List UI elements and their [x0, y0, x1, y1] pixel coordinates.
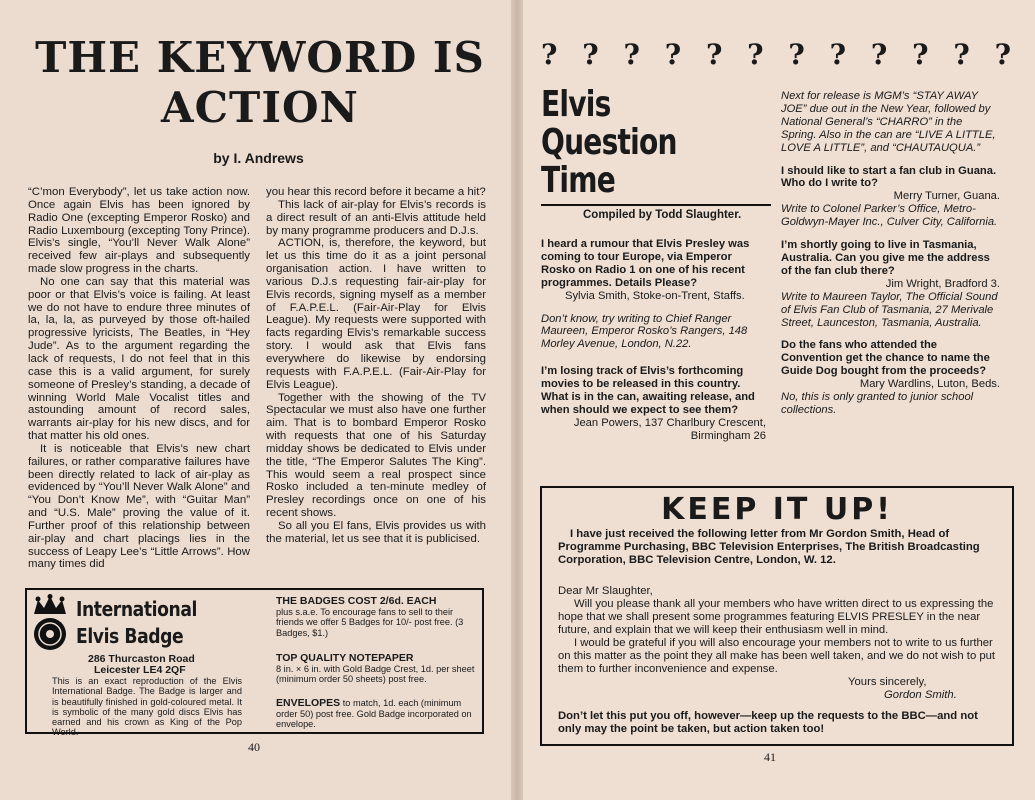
ad-envelopes-section	[276, 698, 476, 730]
question-mark: ?	[541, 38, 558, 71]
left-page	[0, 0, 517, 800]
paragraph: So all you El fans, Elvis provides us with the material, let us see that it is publicised.	[266, 519, 486, 545]
questioner: Sylvia Smith, Stoke-on-Trent, Staffs.	[565, 289, 745, 302]
ad-address-line2: Leicester LE4 2QF	[94, 664, 186, 676]
answer: Write to Colonel Parker’s Office, Metro-Goldwyn-Mayer Inc., Culver City, California.	[781, 203, 998, 229]
questioner: Jim Wright, Bradford 3.	[885, 277, 1000, 290]
paragraph: Together with the showing of the TV Spectacular we must also have one further aim. That is to bombard Emperor Rosko with requests that one of his Saturday midday shows be dedicated to Elvis under the title, “The Emperor Salutes The King”. This would seem a real prospect since Rosko included a ten-minute medley of Presley recordings once on one of his recent shows.	[266, 391, 486, 520]
article-title-line2: ACTION	[161, 83, 359, 132]
keep-it-up-footer: Don’t let this put you off, however—keep up the requests to the BBC—and not only may the point be taken, but action taken too!	[558, 710, 978, 735]
article-column-1	[28, 186, 250, 571]
questioner: Merry Turner, Guana.	[893, 190, 1000, 203]
question: I’m shortly going to live in Tasmania, Australia. Can you give me the address of the fan club there?	[781, 239, 990, 277]
question-mark: ?	[870, 38, 888, 71]
ad-notepaper-section	[276, 653, 476, 685]
letter-closing: Yours sincerely,	[848, 676, 927, 688]
paragraph: This lack of air-play for Elvis’s records is a direct result of an anti-Elvis attitude held by many programme producers and D.J.s.	[266, 198, 486, 237]
ad-title-line1: International	[76, 597, 197, 621]
question-mark: ?	[705, 38, 723, 71]
letter-signature: Gordon Smith.	[884, 689, 957, 701]
page-gutter	[511, 0, 523, 800]
title-line2: Question	[541, 122, 677, 163]
question-marks-row	[541, 38, 1011, 71]
question-mark: ?	[582, 38, 599, 71]
title-line1: Elvis	[541, 84, 611, 125]
question-mark: ?	[747, 38, 764, 71]
question: I heard a rumour that Elvis Presley was coming to tour Europe, via Emperor Rosko on Radio 1 on one of his recent programmes. Details Please?	[541, 238, 750, 289]
question-time-title	[541, 86, 677, 200]
question: I’m losing track of Elvis’s forthcoming movies to be released in this country. What is in the can, awaiting release, and when should we expect to see them?	[541, 365, 755, 416]
answer: Don’t know, try writing to Chief Ranger Maureen, Emperor Rosko’s Rangers, 148 Morley Avenue, London, N.22.	[541, 312, 748, 351]
question-mark: ?	[994, 38, 1011, 71]
question-mark: ?	[829, 38, 847, 71]
crown-badge-icon	[30, 594, 70, 654]
ad-envelopes-heading: ENVELOPES	[276, 697, 341, 709]
paragraph: ACTION, is, therefore, the keyword, but let us this time do it as a joint personal organisation action. I have written to various D.J.s requesting fair-air-play for Elvis records, signing myself as a member of F.A.P.E.L. (Fair-Air-Play for Elvis League). My requests were supported with facts regarding Elvis’s remarkable success story. I would ask that Elvis fans everywhere do likewise by endorsing requests with F.A.P.E.L. (Fair-Air-Play for Elvis League).	[266, 237, 486, 391]
ad-badges-section	[276, 596, 476, 638]
keep-it-up-intro: I have just received the following letter from Mr Gordon Smith, Head of Programme Purchasing, BBC Television Enterprises, The British Broadcasting Corporation, BBC Television Centre, London, W. 12.	[558, 528, 980, 566]
title-line3: Time	[541, 160, 615, 201]
page-number-right: 41	[764, 750, 776, 764]
question-mark: ?	[953, 38, 970, 71]
article-title-line1: THE KEYWORD IS	[35, 33, 485, 82]
ad-address	[88, 654, 195, 676]
ad-address-line1: 286 Thurcaston Road	[88, 653, 195, 665]
letter-paragraph: Will you please thank all your members who have written direct to us expressing the hope that we shall present some programmes featuring ELVIS PRESLEY in the near future, and explain that we will keep their enthusiasm well in mind.	[558, 598, 994, 636]
ad-envelopes-text: to match, 1d. each (minimum order 50) post free. Gold Badge incorporated on envelope.	[276, 698, 472, 730]
question: Do the fans who attended the Convention get the chance to name the Guide Dog bought from the proceeds?	[781, 339, 990, 378]
answer: Write to Maureen Taylor, The Official Sound of Elvis Fan Club of Tasmania, 27 Merivale Street, Launceston, Tasmania, Australia.	[781, 290, 998, 329]
paragraph: you hear this record before it became a hit?	[266, 186, 486, 198]
article-column-2	[266, 186, 486, 546]
byline: by I. Andrews	[213, 150, 304, 166]
keep-it-up-title: KEEP IT UP!	[661, 492, 893, 527]
paragraph: No one can say that this material was poor or that Elvis’s voice is failing. At least we do not have to endure three minutes of la, la, la, as purveyed by those oft-hailed progressive lyricists, The Beatles, in “Hey Jude”. As to the argument regarding the lack of requests, I do not feel that in this case this is a valid argument, for surely someone of Presley’s standing, a decade of winning World Male Vocalist titles and astounding amount of record sales, warrants air-play for his new discs, and for that matter his old ones.	[28, 275, 250, 443]
paragraph: It is noticeable that Elvis’s new chart failures, or rather comparative failures have been directly related to lack of air-play as evidenced by “You’ll Never Walk Alone” and “You Don’t Know Me”, with “Guitar Man” and “U.S. Male” proving the value of it. Further proof of this relationship between air-play and chart placings lies in the success of Leapy Lee’s “Little Arrows”. How many times did	[28, 442, 250, 571]
answer: No, this is only granted to junior school collections.	[781, 391, 974, 416]
compiled-by: Compiled by Todd Slaughter.	[583, 209, 742, 221]
question-mark: ?	[623, 38, 640, 71]
qa-column-right	[781, 90, 1000, 417]
answer: Next for release is MGM’s “STAY AWAY JOE” due out in the New Year, followed by National General’s “CHARRO” in the Spring. Also in the can are “LIVE A LITTLE, LOVE A LITTLE”, and “CHAUTAUQUA.”	[781, 90, 996, 154]
ad-badges-heading: THE BADGES COST 2/6d. EACH	[276, 595, 437, 607]
questioner: Mary Wardlins, Luton, Beds.	[859, 378, 1000, 391]
bbc-letter	[558, 585, 998, 702]
paragraph: “C’mon Everybody”, let us take action now. Once again Elvis has been ignored by Radio One (excepting Emperor Rosko) and Radio Luxembourg (excepting Tony Prince). Elvis’s single, “You’ll Never Walk Alone” received few air-plays and subsequently made slow progress in the charts.	[28, 186, 250, 276]
question-mark: ?	[788, 38, 805, 71]
letter-paragraph: I would be grateful if you will also encourage your members not to write to us further on this matter as the point they all make has been well taken, and we do not wish to put them to further inconvenience and expense.	[558, 637, 996, 675]
ad-notepaper-heading: TOP QUALITY NOTEPAPER	[276, 652, 414, 664]
questioner: Jean Powers, 137 Charlbury Crescent, Birmingham 26	[573, 416, 766, 442]
question: I should like to start a fan club in Guana. Who do I write to?	[781, 164, 997, 190]
qa-column-left	[541, 238, 766, 443]
question-mark: ?	[664, 38, 682, 71]
page-number-left: 40	[248, 740, 260, 754]
ad-title	[76, 596, 197, 650]
letter-salutation: Dear Mr Slaughter,	[558, 585, 653, 597]
ad-badges-text: plus s.a.e. To encourage fans to sell to their friends we offer 5 Badges for 10/- post free. (3 Badges, $1.)	[276, 607, 464, 638]
ad-description: This is an exact reproduction of the Elvis International Badge. The Badge is larger and is beautifully finished in gold-coloured metal. It is symbolic of the many gold discs Elvis has earned and his crown as King of the Pop World.	[52, 676, 242, 738]
ad-title-line2: Elvis Badge	[76, 624, 184, 648]
question-mark: ?	[912, 38, 929, 71]
ad-notepaper-text: 8 in. × 6 in. with Gold Badge Crest, 1d. per sheet (minimum order 50 sheets) post free.	[276, 664, 475, 685]
title-divider	[541, 204, 771, 206]
